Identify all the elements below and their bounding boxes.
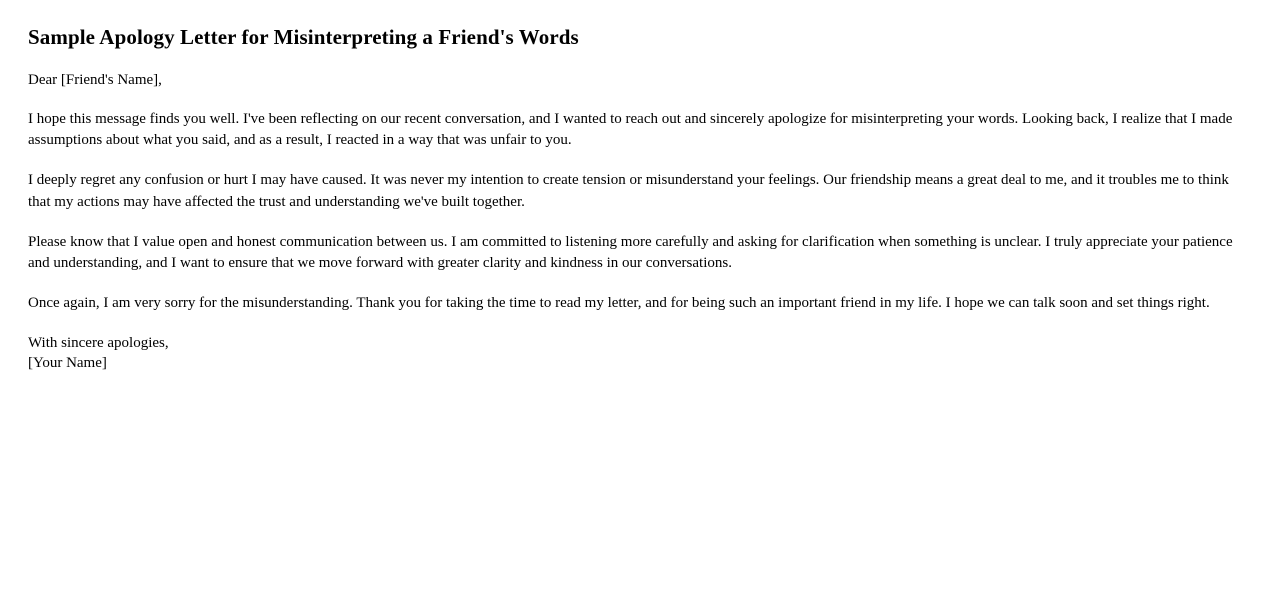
- letter-salutation: Dear [Friend's Name],: [28, 72, 162, 89]
- letter-paragraph: Please know that I value open and honest communication between us. I am committed to listening more carefully and asking for clarification when something is unclear. I truly appreciate your patience and understanding, and I want to ensure that we move forward with greater clarity and kindness in our conversations.: [28, 233, 1233, 272]
- letter-paragraph: I hope this message finds you well. I've been reflecting on our recent conversation, and I wanted to reach out and sincerely apologize for misinterpreting your words. Looking back, I realize that I made assumptions about what you said, and as a result, I reacted in a way that was unfair to you.: [28, 110, 1233, 149]
- page-title: Sample Apology Letter for Misinterpreting a Friend's Words: [28, 25, 579, 49]
- letter-closing: [28, 333, 1250, 374]
- letter-paragraph: Once again, I am very sorry for the misunderstanding. Thank you for taking the time to read my letter, and for being such an important friend in my life. I hope we can talk soon and set things right.: [28, 295, 1210, 311]
- closing-line: With sincere apologies,: [28, 334, 169, 351]
- letter-paragraph: I deeply regret any confusion or hurt I may have caused. It was never my intention to create tension or misunderstand your feelings. Our friendship means a great deal to me, and it troubles me to think that my actions may have affected the trust and understanding we've built together.: [28, 172, 1229, 210]
- signature-line: [Your Name]: [28, 355, 107, 371]
